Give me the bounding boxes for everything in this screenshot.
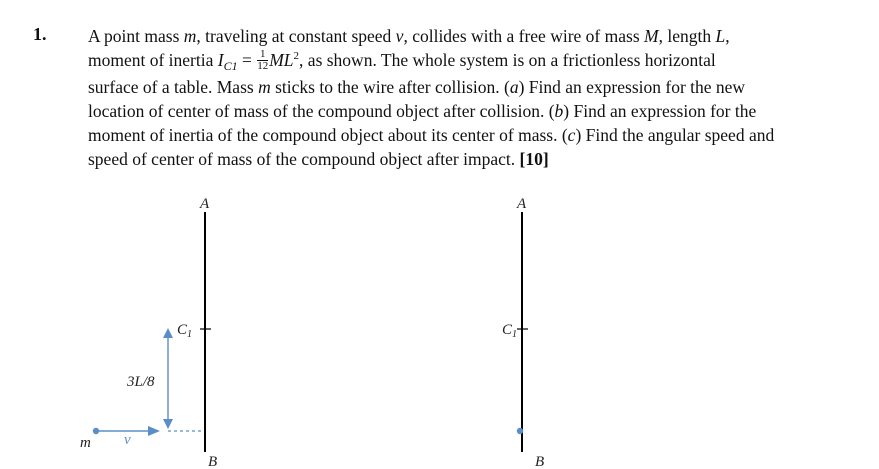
text-span: moment of inertia — [88, 50, 218, 70]
label-c1-right — [502, 322, 517, 340]
part-b: b — [554, 101, 564, 121]
equals-sign: = — [237, 50, 257, 70]
marks-label: [10] — [519, 149, 549, 169]
stuck-mass — [517, 428, 523, 434]
var-m: m — [183, 26, 197, 46]
label-c-left: C — [177, 322, 188, 338]
text-span: , — [725, 26, 730, 46]
var-m: m — [258, 77, 271, 97]
label-a-right: A — [517, 196, 527, 212]
var-L: L — [715, 26, 726, 46]
text-span: location of center of mass of the compound object after collision. ( — [88, 101, 555, 121]
mass-label: m — [80, 435, 91, 451]
fraction-numerator: 1 — [257, 49, 268, 61]
text-span: surface of a table. Mass — [88, 77, 259, 97]
distance-label: 3L/8 — [127, 374, 155, 390]
label-c1-left — [177, 322, 192, 340]
var-I: I — [217, 50, 224, 70]
text-span: moment of inertia of the compound object about its center of mass. ( — [88, 125, 568, 145]
text-span: , as shown. The whole system is on a frictionless horizontal — [299, 50, 716, 70]
text-span: , traveling at constant speed — [196, 26, 396, 46]
velocity-label: v — [124, 432, 131, 448]
text-span: sticks to the wire after collision. ( — [270, 77, 510, 97]
text-span: , collides with a free wire of mass — [403, 26, 645, 46]
text-span: ) Find the angular speed and — [575, 125, 775, 145]
velocity-arrowhead — [148, 426, 160, 436]
figure-left — [80, 196, 217, 469]
label-b-right: B — [535, 454, 545, 469]
point-mass — [93, 428, 99, 434]
distance-arrowhead-down — [163, 419, 173, 429]
label-c-sub-right: 1 — [512, 329, 518, 340]
distance-arrowhead-up — [163, 328, 173, 338]
question-number: 1. — [33, 24, 47, 44]
text-span: , length — [658, 26, 716, 46]
text-span: A point mass — [88, 26, 184, 46]
part-a: a — [509, 77, 519, 97]
label-a-left: A — [200, 196, 210, 212]
var-v: v — [395, 26, 404, 46]
text-span: ) Find an expression for the — [563, 101, 757, 121]
fraction-denominator: 12 — [257, 60, 269, 73]
label-c-sub-left: 1 — [187, 329, 193, 340]
var-M: M — [644, 26, 659, 46]
var-ML: ML — [269, 50, 294, 70]
label-b-left: B — [208, 454, 218, 469]
superscript-2: 2 — [293, 50, 300, 62]
figure-right — [502, 196, 544, 469]
part-c: c — [567, 125, 576, 145]
subscript-c1: C1 — [223, 59, 238, 73]
label-c-right: C — [502, 322, 513, 338]
text-span: ) Find an expression for the new — [518, 77, 746, 97]
text-span: speed of center of mass of the compound object after impact. — [88, 149, 520, 169]
